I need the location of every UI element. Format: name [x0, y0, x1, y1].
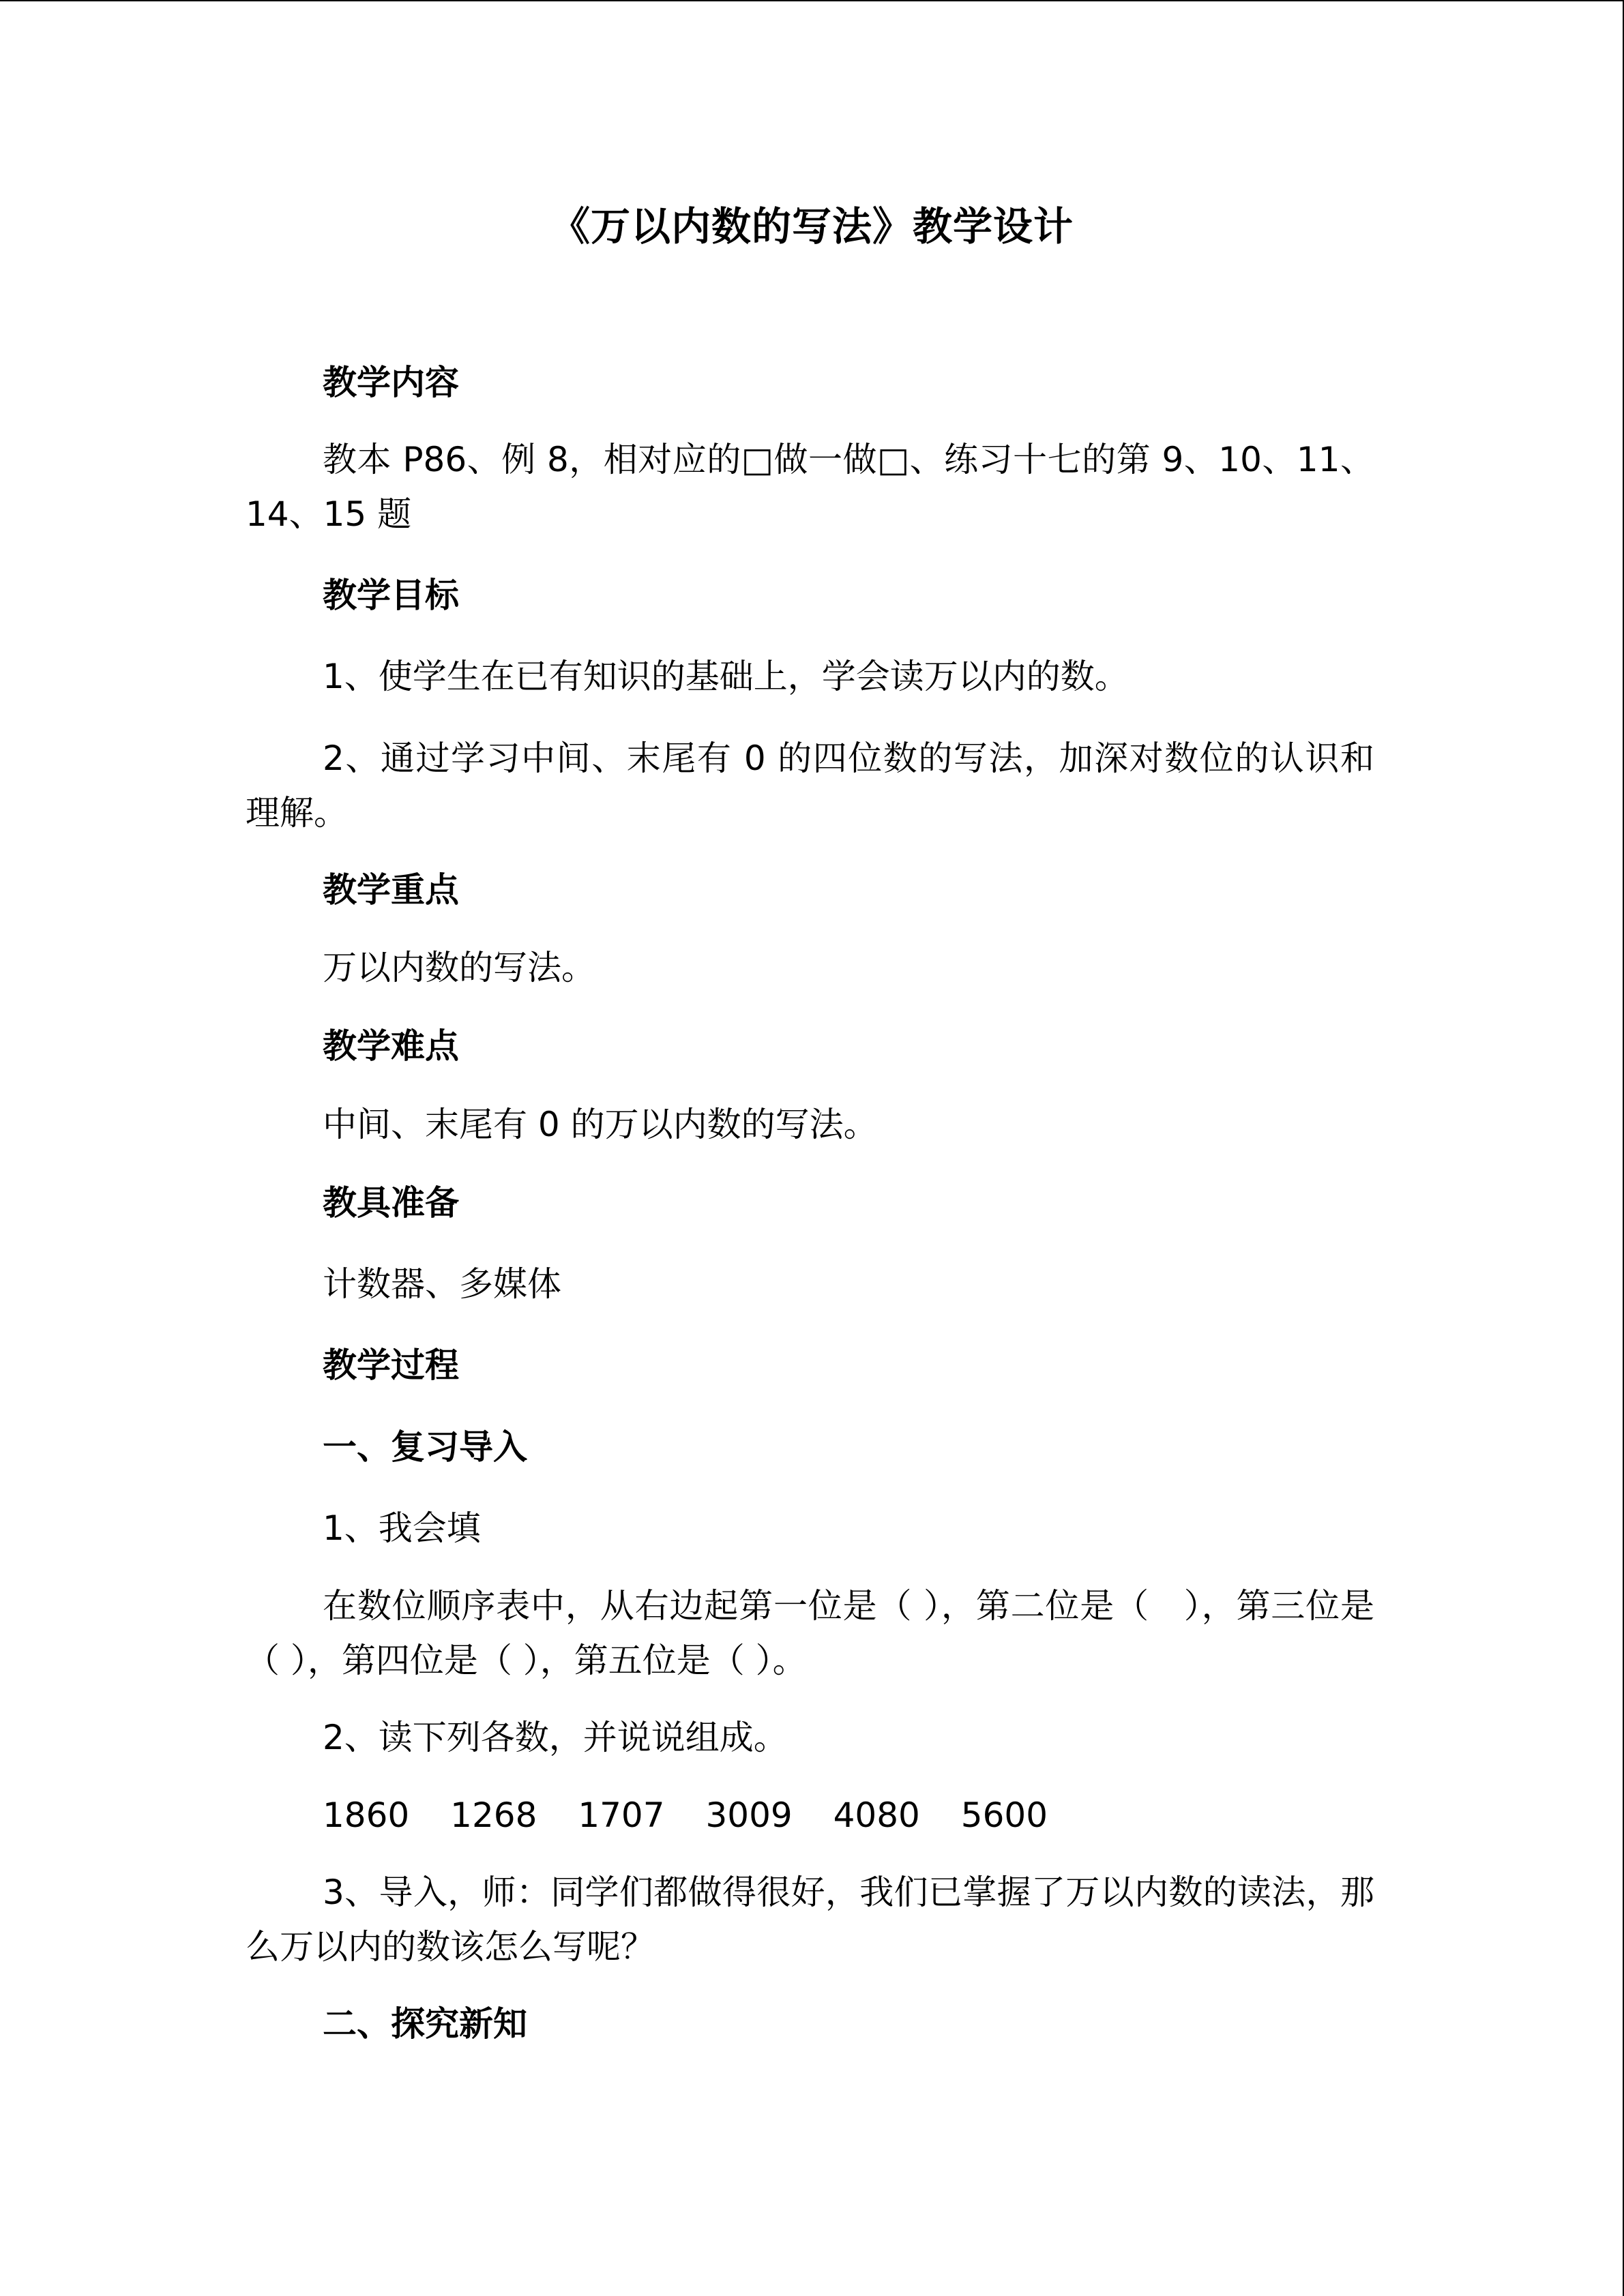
number-item: 1268 [450, 1795, 537, 1835]
heading-difficulty: 教学难点 [323, 1026, 459, 1066]
heading-part-2-explore: 二、探究新知 [323, 2004, 527, 2044]
step-2-text: 2、读下列各数，并说说组成。 [323, 1718, 788, 1757]
teaching-content-text: 教本 P86、例 8，相对应的□做一做□、练习十七的第 9、10、11、14、15 题 [246, 440, 1374, 534]
heading-key-point: 教学重点 [323, 870, 459, 910]
heading-teaching-goals: 教学目标 [323, 576, 459, 615]
step-3-text: 3、导入，师：同学们都做得很好，我们已掌握了万以内数的读法，那么万以内的数该怎么写呢？ [246, 1873, 1374, 1967]
heading-tools: 教具准备 [323, 1183, 459, 1223]
number-item: 3009 [705, 1795, 793, 1835]
number-item: 1860 [323, 1795, 410, 1835]
number-item: 4080 [833, 1795, 920, 1835]
key-point-text: 万以内数的写法。 [323, 948, 595, 987]
number-list [323, 1788, 1078, 1843]
number-item: 1707 [578, 1795, 665, 1835]
step-1-label: 1、我会填 [323, 1508, 481, 1548]
number-item: 5600 [960, 1795, 1048, 1835]
goal-1-text: 1、使学生在已有知识的基础上，学会读万以内的数。 [323, 657, 1129, 696]
heading-teaching-process: 教学过程 [323, 1345, 459, 1385]
step-1-text: 在数位顺序表中，从右边起第一位是（ ），第二位是（ ），第三位是（ ），第四位是（ ），第五位是（ ）。 [246, 1586, 1374, 1680]
heading-teaching-content: 教学内容 [323, 363, 459, 402]
difficulty-text: 中间、末尾有 0 的万以内数的写法。 [323, 1105, 878, 1144]
tools-text: 计数器、多媒体 [323, 1264, 561, 1304]
goal-2-text: 2、通过学习中间、末尾有 0 的四位数的写法，加深对数位的认识和理解。 [246, 739, 1374, 833]
heading-part-1-review: 一、复习导入 [323, 1427, 527, 1467]
page-title: 《万以内数的写法》教学设计 [550, 203, 1074, 250]
